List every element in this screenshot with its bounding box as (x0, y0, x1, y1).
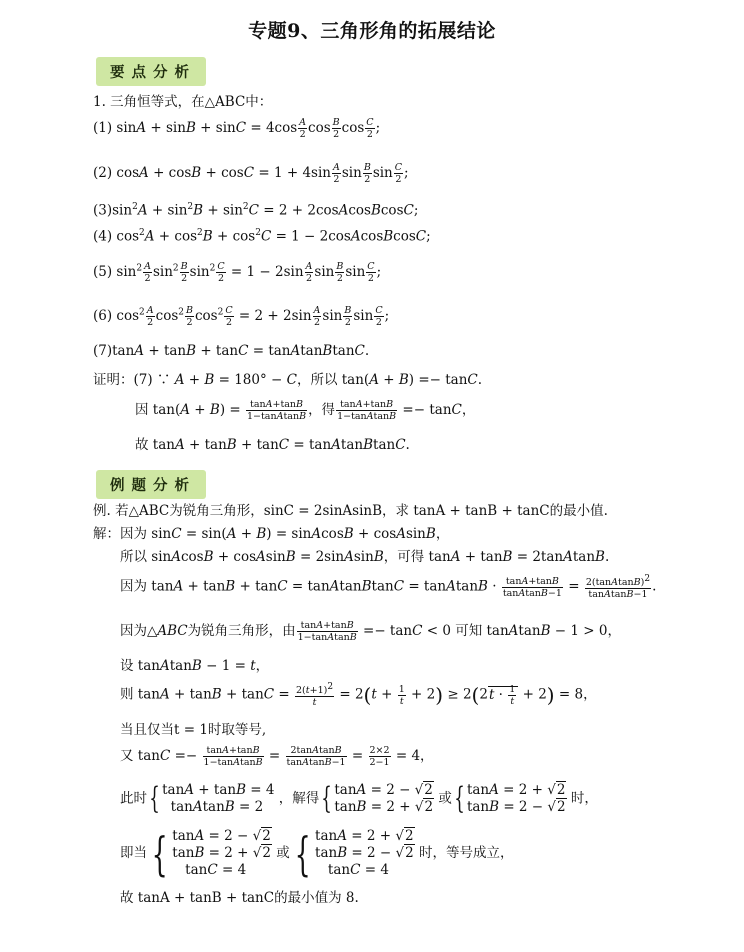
solution-line-8: 又 tanC =− $\frac{\tan A+\tan B}{\text{1−tanAtanB}}$ = $\frac{\text{2tanAtanB}}{\text{tanAtanB−1}}$ = $\frac{2\times 2}{2-1}$ = 4， (120, 745, 434, 768)
solution-line-9: 此时{ tanA + tanB = 4 tanAtanB = 2 ，解得{ tanA = 2 − √2 tanB = 2 + √2 或{ tanA = 2 + √2 tanB = 2 − √2 时， (120, 781, 598, 816)
proof-line-2: 因 tan(A + B) = $\frac{\tan A+\tan B}{\text{1−tanAtanB}}$ ，得 $\frac{\tan A+\tan B}{\text{1−tanAtanB}}$ =− tanC， (135, 399, 476, 422)
identity-7: (7)tanA + tanB + tanC = tanAtanBtanC. (93, 343, 370, 359)
identity-6: (6) $\cos^2$ $\frac{A}{2}$ $\cos^2$ $\frac{B}{2}$ $\cos^2$ $\frac{C}{2}$ = 2 + 2sin $\frac{A}{2}$ sin $\frac{B}{2}$ sin $\frac{C}{2}$ ; (93, 305, 390, 328)
proof-label: 证明： (93, 372, 134, 388)
example-label: 例. (93, 503, 111, 519)
solution-line-3: 因为 tanA + tanB + tanC = tanAtanBtanC = tanAtanB · $\frac{\tan A+\tan B}{\text{tanAtanB−1}}$ = $\frac{\text{2(tanAtanB)2}}{\text{tanAtanB−1}}$ . (120, 574, 657, 601)
identity-5: (5) $\sin^2$ $\frac{A}{2}$ $\sin^2$ $\frac{B}{2}$ $\sin^2$ $\frac{C}{2}$ = 1 − 2sin $\frac{A}{2}$ sin $\frac{B}{2}$ sin $\frac{C}{2}$ ; (93, 261, 382, 284)
identity-4: (4) $\cos^2A + \cos^2B + \cos^2C = 1$ − 2cosAcosBcosC; (93, 228, 431, 245)
identity-2: (2) cosA + cosB + cosC = 1 + 4sin $\frac{A}{2}$ sin $\frac{B}{2}$ sin $\frac{C}{2}$ ; (93, 162, 409, 185)
solution-label: 解： (93, 526, 120, 542)
solution-line-10: 即当{ tanA = 2 − √2 tanB = 2 + √2 tanC = 4 或{ tanA = 2 + √2 tanB = 2 − √2 tanC = 4 时，等号成立， (120, 826, 514, 881)
intro-line: 1. 三角恒等式，在△ABC中： (93, 94, 273, 110)
identity-3: $(3)\sin^2A + \sin^2B + \sin^2C = 2$ + 2cosAcosBcosC; (93, 202, 419, 219)
proof-line-3: 故 tanA + tanB + tanC = tanAtanBtanC. (135, 437, 410, 453)
solution-line-7: 当且仅当t = 1时取等号, (120, 722, 267, 738)
section-badge-key-points: 要点分析 (96, 57, 206, 86)
solution-line-5: 设 tanAtanB − 1 = t， (120, 658, 270, 674)
solution-line-6: 则 tanA + tanB + tanC = $\frac{2(t+1)2}{t}$ = 2(t + $\frac{1}{t}$ + 2) ≥ 2(2t · $\frac{1}{t}$ + 2) = 8， (120, 682, 597, 709)
solution-line-1: 解：因为 sinC = sin(A + B) = sinAcosB + cosAsinB， (93, 526, 450, 542)
section-badge-examples: 例题分析 (96, 470, 206, 499)
proof-line-1: 证明：(7) ∵ A + B = 180° − C，所以 tan(A + B) =− tanC. (93, 372, 483, 388)
page-title: 专题9、三角形角的拓展结论 (248, 20, 496, 42)
solution-line-11: 故 tanA + tanB + tanC的最小值为 8. (120, 890, 359, 906)
example-text: 若△ABC为锐角三角形，sinC = 2sinAsinB，求 tanA + tanB + tanC的最小值. (115, 503, 608, 519)
solution-line-4: 因为△ABC为锐角三角形，由 $\frac{\tan A+\tan B}{\text{1−tanAtanB}}$ =− tanC < 0 可知 tanAtanB − 1 > 0， (120, 620, 621, 643)
example-line (93, 499, 608, 519)
solution-line-2: 所以 sinAcosB + cosAsinB = 2sinAsinB，可得 tanA + tanB = 2tanAtanB. (120, 549, 610, 565)
identity-1: (1) sinA + sinB + sinC = 4cos $\frac{A}{2}$ cos $\frac{B}{2}$ cos $\frac{C}{2}$ ; (93, 117, 381, 140)
